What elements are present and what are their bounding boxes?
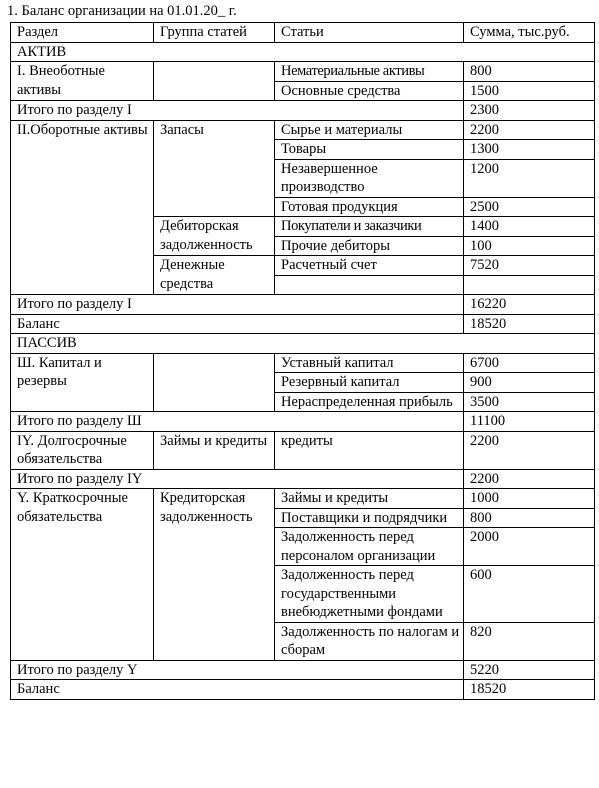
- amount-cell: 800: [464, 508, 595, 528]
- amount-cell: 3500: [464, 392, 595, 412]
- table-header-row: [11, 23, 595, 43]
- amount-cell: 2200: [464, 120, 595, 140]
- amount-cell: 800: [464, 62, 595, 82]
- total-row: [11, 469, 595, 489]
- group-cell: [154, 353, 275, 412]
- total-label: Итого по разделу IY: [11, 469, 464, 489]
- amount-cell: 7520: [464, 256, 595, 276]
- total-amount: 2200: [464, 469, 595, 489]
- article-cell: [275, 275, 464, 295]
- header-amount: Сумма, тыс.руб.: [464, 23, 595, 43]
- section-cell: II.Оборотные активы: [11, 120, 154, 295]
- group-cell: Кредиторская задолженность: [154, 489, 275, 661]
- article-cell: Задолженность по налогам и сборам: [275, 622, 464, 660]
- balance-row: [11, 314, 595, 334]
- table-row: [11, 353, 595, 373]
- total-amount: 2300: [464, 101, 595, 121]
- total-label: Итого по разделу Y: [11, 660, 464, 680]
- article-cell: Прочие дебиторы: [275, 236, 464, 256]
- total-label: Итого по разделу I: [11, 295, 464, 315]
- group-cell: [154, 62, 275, 101]
- header-group: Группа статей: [154, 23, 275, 43]
- total-amount: 5220: [464, 660, 595, 680]
- balance-table: [10, 22, 595, 700]
- article-cell: Нематериальные активы: [275, 62, 464, 82]
- section-cell: Ш. Капитал и резервы: [11, 353, 154, 412]
- total-label: Итого по разделу I: [11, 101, 464, 121]
- total-amount: 16220: [464, 295, 595, 315]
- table-row: [11, 120, 595, 140]
- balance-amount: 18520: [464, 314, 595, 334]
- table-row: [11, 431, 595, 469]
- section-cell: IY. Долгосрочные обязательства: [11, 431, 154, 469]
- amount-cell: 900: [464, 373, 595, 393]
- table-row: [11, 334, 595, 354]
- total-label: Итого по разделу Ш: [11, 412, 464, 432]
- article-cell: Основные средства: [275, 81, 464, 101]
- article-cell: Расчетный счет: [275, 256, 464, 276]
- group-cell: Запасы: [154, 120, 275, 217]
- table-row: [11, 489, 595, 509]
- balance-amount: 18520: [464, 680, 595, 700]
- amount-cell: 2200: [464, 431, 595, 469]
- amount-cell: [464, 275, 595, 295]
- amount-cell: 2500: [464, 197, 595, 217]
- section-cell: I. Внеоботные активы: [11, 62, 154, 101]
- article-cell: Поставщики и подрядчики: [275, 508, 464, 528]
- document-title: 1. Баланс организации на 01.01.20_ г.: [7, 3, 237, 19]
- amount-cell: 6700: [464, 353, 595, 373]
- article-cell: Задолженность перед государственными внебюджетными фондами: [275, 566, 464, 623]
- amount-cell: 1300: [464, 140, 595, 160]
- group-cell: Займы и кредиты: [154, 431, 275, 469]
- balance-row: [11, 680, 595, 700]
- article-cell: Товары: [275, 140, 464, 160]
- total-row: [11, 412, 595, 432]
- amount-cell: 820: [464, 622, 595, 660]
- amount-cell: 1500: [464, 81, 595, 101]
- amount-cell: 600: [464, 566, 595, 623]
- total-row: [11, 101, 595, 121]
- assets-heading: АКТИВ: [11, 42, 595, 62]
- table-row: [11, 62, 595, 82]
- article-cell: Незавершенное производство: [275, 159, 464, 197]
- article-cell: Сырье и материалы: [275, 120, 464, 140]
- header-section: Раздел: [11, 23, 154, 43]
- header-article: Статьи: [275, 23, 464, 43]
- article-cell: Задолженность перед персоналом организации: [275, 528, 464, 566]
- total-row: [11, 660, 595, 680]
- article-cell: Нераспределенная прибыль: [275, 392, 464, 412]
- total-row: [11, 295, 595, 315]
- table-row: [11, 42, 595, 62]
- article-cell: Покупатели и заказчики: [275, 217, 464, 237]
- amount-cell: 100: [464, 236, 595, 256]
- amount-cell: 1200: [464, 159, 595, 197]
- balance-label: Баланс: [11, 314, 464, 334]
- total-amount: 11100: [464, 412, 595, 432]
- group-cell: Денежные средства: [154, 256, 275, 295]
- amount-cell: 1400: [464, 217, 595, 237]
- group-cell: Дебиторская задолженность: [154, 217, 275, 256]
- article-cell: кредиты: [275, 431, 464, 469]
- article-cell: Готовая продукция: [275, 197, 464, 217]
- section-cell: Y. Краткосрочные обязательства: [11, 489, 154, 661]
- amount-cell: 1000: [464, 489, 595, 509]
- liabilities-heading: ПАССИВ: [11, 334, 595, 354]
- balance-label: Баланс: [11, 680, 464, 700]
- amount-cell: 2000: [464, 528, 595, 566]
- article-cell: Займы и кредиты: [275, 489, 464, 509]
- article-cell: Уставный капитал: [275, 353, 464, 373]
- article-cell: Резервный капитал: [275, 373, 464, 393]
